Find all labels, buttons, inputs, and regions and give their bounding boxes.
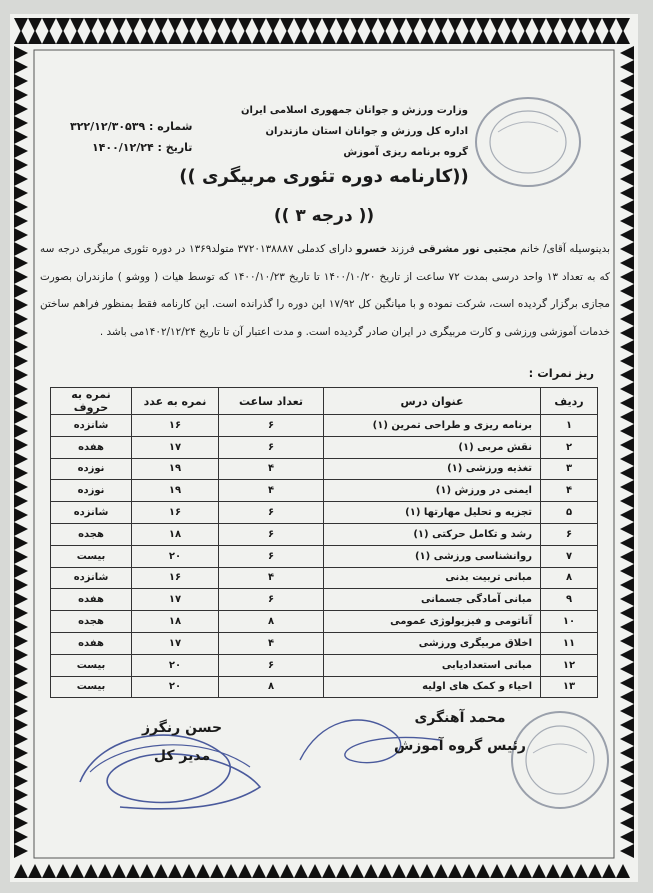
- cell-row-number: ۳: [541, 458, 598, 480]
- header-course-title: عنوان درس: [324, 388, 541, 415]
- table-row: [51, 611, 598, 633]
- holder-name: مجتبی نور مشرقی: [418, 243, 517, 255]
- cell-course-title: تجزیه و تحلیل مهارتها (۱): [324, 502, 541, 524]
- table-row: [51, 458, 598, 480]
- cell-course-title: احیاء و کمک های اولیه: [324, 676, 541, 698]
- cell-grade-words: هجده: [51, 523, 132, 545]
- father-name: خسرو: [356, 243, 388, 255]
- cell-row-number: ۱۰: [541, 611, 598, 633]
- date-value: ۱۴۰۰/۱۲/۲۴: [91, 141, 154, 154]
- cell-hours: ۶: [219, 415, 324, 437]
- certificate-body: [40, 236, 610, 346]
- cell-hours: ۸: [219, 611, 324, 633]
- header-grade-words: نمره به حروف: [51, 388, 132, 415]
- table-row: [51, 676, 598, 698]
- cell-course-title: مبانی آمادگی جسمانی: [324, 589, 541, 611]
- cell-hours: ۴: [219, 567, 324, 589]
- cell-hours: ۸: [219, 676, 324, 698]
- ministry-name: وزارت ورزش و جوانان جمهوری اسلامی ایران: [240, 105, 468, 116]
- department-name: اداره کل ورزش و جوانان استان مازندران: [265, 126, 468, 137]
- cell-grade-words: شانزده: [51, 567, 132, 589]
- cell-grade-number: ۱۷: [132, 436, 219, 458]
- cell-grade-words: بیست: [51, 676, 132, 698]
- director-name: حسن رنگرز: [142, 720, 223, 736]
- cell-hours: ۶: [219, 436, 324, 458]
- cell-hours: ۴: [219, 632, 324, 654]
- cell-course-title: مبانی استعدادیابی: [324, 654, 541, 676]
- cell-row-number: ۵: [541, 502, 598, 524]
- table-row: [51, 632, 598, 654]
- number-value: ۳۲۲/۱۲/۳۰۵۳۹: [70, 120, 146, 133]
- cell-row-number: ۱۳: [541, 676, 598, 698]
- header-hours: تعداد ساعت: [219, 388, 324, 415]
- cell-grade-words: بیست: [51, 654, 132, 676]
- cell-grade-number: ۱۹: [132, 480, 219, 502]
- cell-grade-number: ۲۰: [132, 654, 219, 676]
- cell-grade-number: ۱۶: [132, 415, 219, 437]
- signature-director: [142, 714, 222, 770]
- cell-grade-number: ۲۰: [132, 676, 219, 698]
- cell-grade-number: ۱۹: [132, 458, 219, 480]
- cell-grade-number: ۱۷: [132, 589, 219, 611]
- table-row: [51, 436, 598, 458]
- certificate-title: ((کارنامه دوره تئوری مربیگری )): [179, 166, 469, 187]
- education-head-name: محمد آهنگری: [414, 710, 506, 726]
- cell-hours: ۴: [219, 480, 324, 502]
- cell-grade-words: هفده: [51, 632, 132, 654]
- cell-hours: ۶: [219, 545, 324, 567]
- body-intro: بدینوسیله آقای/ خانم: [520, 243, 611, 255]
- table-row: [51, 545, 598, 567]
- cell-grade-words: نوزده: [51, 480, 132, 502]
- cell-row-number: ۸: [541, 567, 598, 589]
- date-label: تاریخ :: [157, 141, 193, 154]
- certificate-content: [30, 38, 618, 858]
- cell-row-number: ۶: [541, 523, 598, 545]
- cell-grade-words: شانزده: [51, 415, 132, 437]
- cell-grade-words: هجده: [51, 611, 132, 633]
- grades-header-row: [51, 388, 598, 415]
- cell-course-title: رشد و تکامل حرکتی (۱): [324, 523, 541, 545]
- cell-course-title: نقش مربی (۱): [324, 436, 541, 458]
- body-details: دارای کدملی ۳۷۲۰۱۳۸۸۸۷ متولد۱۳۶۹ در دوره تئوری مربیگری درجه سه که به تعداد ۱۳ واحد درسی بمدت ۷۲ ساعت از تاریخ ۱۴۰۰/۱۰/۲۰ تا تاریخ ۱۴۰۰/۱۰/۲۳ که توسط هیات ( ووشو ) مازندران بصورت مجازی برگزار گردیده است، شرکت نموده و با میانگین کل ۱۷/۹۲ این دوره را گذرانده است. این کارنامه فقط بمنظور فراهم ساختن خدمات آموزشی ورزشی و کارت مربیگری در ایران صادر گردیده است. و مدت اعتبار آن تا تاریخ ۱۴۰۲/۱۲/۲۴می باشد .: [40, 243, 610, 338]
- cell-grade-number: ۱۶: [132, 567, 219, 589]
- cell-row-number: ۴: [541, 480, 598, 502]
- cell-row-number: ۱: [541, 415, 598, 437]
- cell-hours: ۶: [219, 589, 324, 611]
- header-ministry: [241, 100, 468, 163]
- table-row: [51, 589, 598, 611]
- grades-label: ریز نمرات :: [528, 366, 594, 380]
- cell-grade-number: ۱۸: [132, 523, 219, 545]
- cell-course-title: مبانی تربیت بدنی: [324, 567, 541, 589]
- certificate-subtitle: (( درجه ۳ )): [273, 206, 375, 226]
- cell-course-title: برنامه ریزی و طراحی تمرین (۱): [324, 415, 541, 437]
- cell-course-title: تغذیه ورزشی (۱): [324, 458, 541, 480]
- table-row: [51, 523, 598, 545]
- cell-hours: ۴: [219, 458, 324, 480]
- number-label: شماره :: [149, 120, 193, 133]
- cell-grade-number: ۱۷: [132, 632, 219, 654]
- table-row: [51, 415, 598, 437]
- cell-grade-number: ۱۸: [132, 611, 219, 633]
- cell-grade-number: ۱۶: [132, 502, 219, 524]
- cell-grade-words: هفده: [51, 589, 132, 611]
- signature-education-head: [394, 704, 526, 760]
- cell-grade-number: ۲۰: [132, 545, 219, 567]
- cell-grade-words: شانزده: [51, 502, 132, 524]
- group-name: گروه برنامه ریزی آموزش: [343, 147, 468, 158]
- cell-hours: ۶: [219, 654, 324, 676]
- cell-hours: ۶: [219, 502, 324, 524]
- cell-row-number: ۲: [541, 436, 598, 458]
- header-row-number: ردیف: [541, 388, 598, 415]
- cell-hours: ۶: [219, 523, 324, 545]
- table-row: [51, 502, 598, 524]
- cell-row-number: ۱۱: [541, 632, 598, 654]
- body-father-label: فرزند: [390, 243, 415, 255]
- cell-course-title: روانشناسی ورزشی (۱): [324, 545, 541, 567]
- table-row: [51, 480, 598, 502]
- cell-grade-words: هفده: [51, 436, 132, 458]
- table-row: [51, 654, 598, 676]
- header-grade-number: نمره به عدد: [132, 388, 219, 415]
- cell-row-number: ۷: [541, 545, 598, 567]
- education-head-title: رئیس گروه آموزش: [393, 738, 526, 754]
- cell-grade-words: بیست: [51, 545, 132, 567]
- reference-info: [70, 116, 192, 158]
- cell-grade-words: نوزده: [51, 458, 132, 480]
- cell-course-title: آناتومی و فیزیولوژی عمومی: [324, 611, 541, 633]
- cell-row-number: ۹: [541, 589, 598, 611]
- cell-row-number: ۱۲: [541, 654, 598, 676]
- director-title: مدیر کل: [153, 748, 211, 764]
- cell-course-title: اخلاق مربیگری ورزشی: [324, 632, 541, 654]
- cell-course-title: ایمنی در ورزش (۱): [324, 480, 541, 502]
- table-row: [51, 567, 598, 589]
- grades-table: [50, 387, 598, 698]
